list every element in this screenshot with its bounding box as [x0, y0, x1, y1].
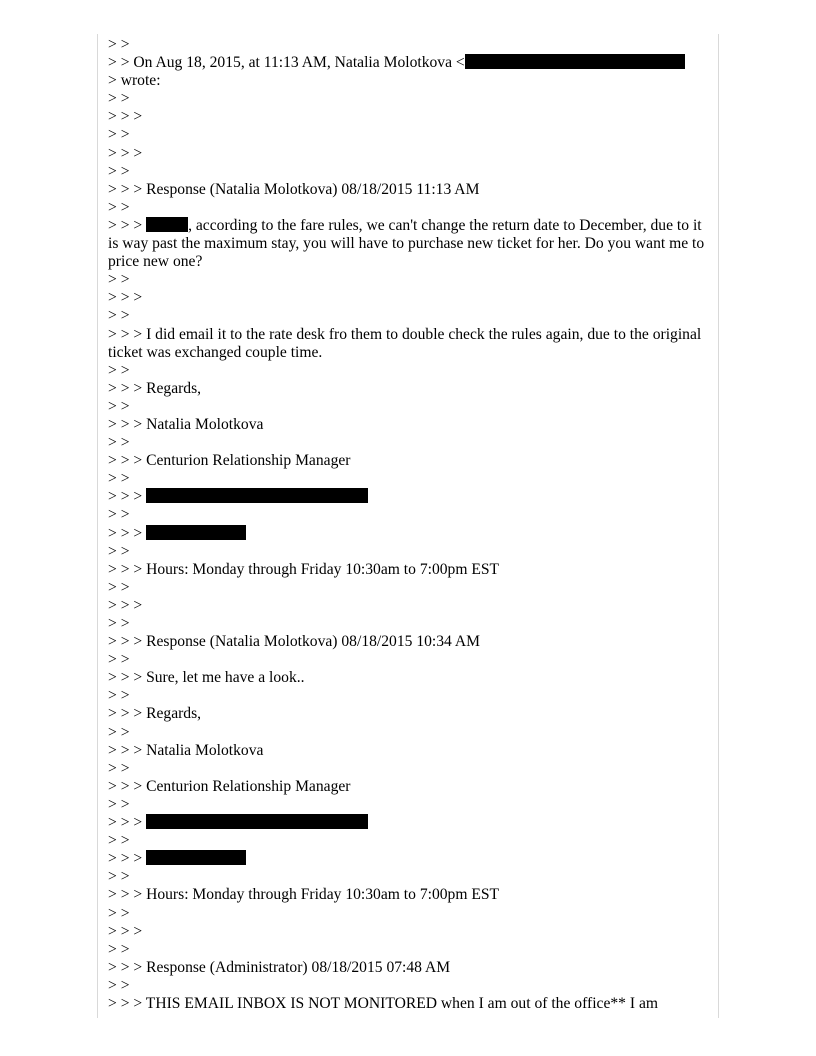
quote-line: > > > — [108, 596, 143, 614]
signature-title: > > > Centurion Relationship Manager — [108, 452, 351, 470]
redacted-email-address — [146, 814, 368, 829]
response-header: > > > Response (Natalia Molotkova) 08/18/2015 10:34 AM — [108, 633, 481, 651]
redacted-phone-number — [146, 525, 246, 540]
quote-line: > > > — [108, 144, 143, 162]
signature-name: > > > Natalia Molotkova — [108, 741, 264, 759]
quote-line: > > — [108, 976, 130, 994]
signature-name: > > > Natalia Molotkova — [108, 415, 264, 433]
quote-line: > > — [108, 36, 130, 53]
redacted-phone-number — [146, 850, 246, 865]
quote-prefix: > > > — [108, 524, 147, 542]
quote-line: > > — [108, 542, 130, 560]
signature-regards: > > > Regards, — [108, 705, 202, 723]
quote-line: > > — [108, 832, 130, 850]
quote-line: > > > — [108, 108, 143, 126]
quote-line: > > — [108, 198, 130, 216]
signature-phone-line — [108, 525, 708, 543]
quoted-header-wrote: > wrote: — [108, 72, 161, 90]
quote-line: > > — [108, 795, 130, 813]
email-thread-body — [108, 36, 708, 1013]
signature-hours: > > > Hours: Monday through Friday 10:30am to 7:00pm EST — [108, 886, 500, 904]
quote-line: > > — [108, 723, 130, 741]
signature-email-line — [108, 488, 708, 506]
quote-line: > > — [108, 578, 130, 596]
quote-prefix: > > > — [108, 216, 147, 234]
quote-line: > > — [108, 271, 130, 289]
quote-line: > > — [108, 307, 130, 325]
quote-line: > > — [108, 904, 130, 922]
message-text: , according to the fare rules, we can't change the return date to December, due to it is way past the maximum stay, you will have to purchase new ticket for her. Do you want me to price new one? — [108, 216, 709, 271]
quote-line: > > — [108, 615, 130, 632]
quote-prefix: > > > — [108, 814, 147, 832]
signature-regards: > > > Regards, — [108, 379, 202, 397]
quote-line: > > > — [108, 922, 143, 940]
quote-line: > > — [108, 651, 130, 669]
quote-prefix: > > > — [108, 850, 147, 868]
quote-line: > > — [108, 361, 130, 379]
quote-line: > > — [108, 759, 130, 777]
quote-prefix: > > > — [108, 488, 147, 506]
response-header: > > > Response (Administrator) 08/18/2015 07:48 AM — [108, 958, 451, 976]
signature-hours: > > > Hours: Monday through Friday 10:30am to 7:00pm EST — [108, 560, 500, 578]
quote-line: > > — [108, 470, 130, 488]
signature-email-line — [108, 814, 708, 832]
quoted-header-text: > > On Aug 18, 2015, at 11:13 AM, Natalia Molotkova < — [108, 54, 465, 72]
quote-line: > > — [108, 687, 130, 705]
signature-title: > > > Centurion Relationship Manager — [108, 777, 351, 795]
response-header: > > > Response (Natalia Molotkova) 08/18/2015 11:13 AM — [108, 180, 480, 198]
quote-line: > > — [108, 506, 130, 524]
redacted-email-address — [465, 54, 685, 69]
message-paragraph: > > > Sure, let me have a look.. — [108, 669, 305, 687]
quote-line: > > — [108, 126, 130, 144]
quote-line: > > — [108, 940, 130, 958]
quoted-header-line — [108, 54, 708, 72]
message-paragraph: > > > THIS EMAIL INBOX IS NOT MONITORED when I am out of the office** I am — [108, 994, 658, 1012]
quote-line: > > — [108, 434, 130, 452]
redacted-name — [146, 217, 188, 232]
quote-line: > > — [108, 397, 130, 415]
quote-line: > > — [108, 162, 130, 180]
quote-line: > > — [108, 868, 130, 886]
quote-line: > > > — [108, 289, 143, 307]
message-paragraph: > > > I did email it to the rate desk fro them to double check the rules again, due to the original ticket was exchanged couple time. — [108, 325, 706, 361]
redacted-email-address — [146, 488, 368, 503]
message-paragraph — [108, 217, 708, 271]
quote-line: > > — [108, 90, 130, 108]
signature-phone-line — [108, 850, 708, 868]
